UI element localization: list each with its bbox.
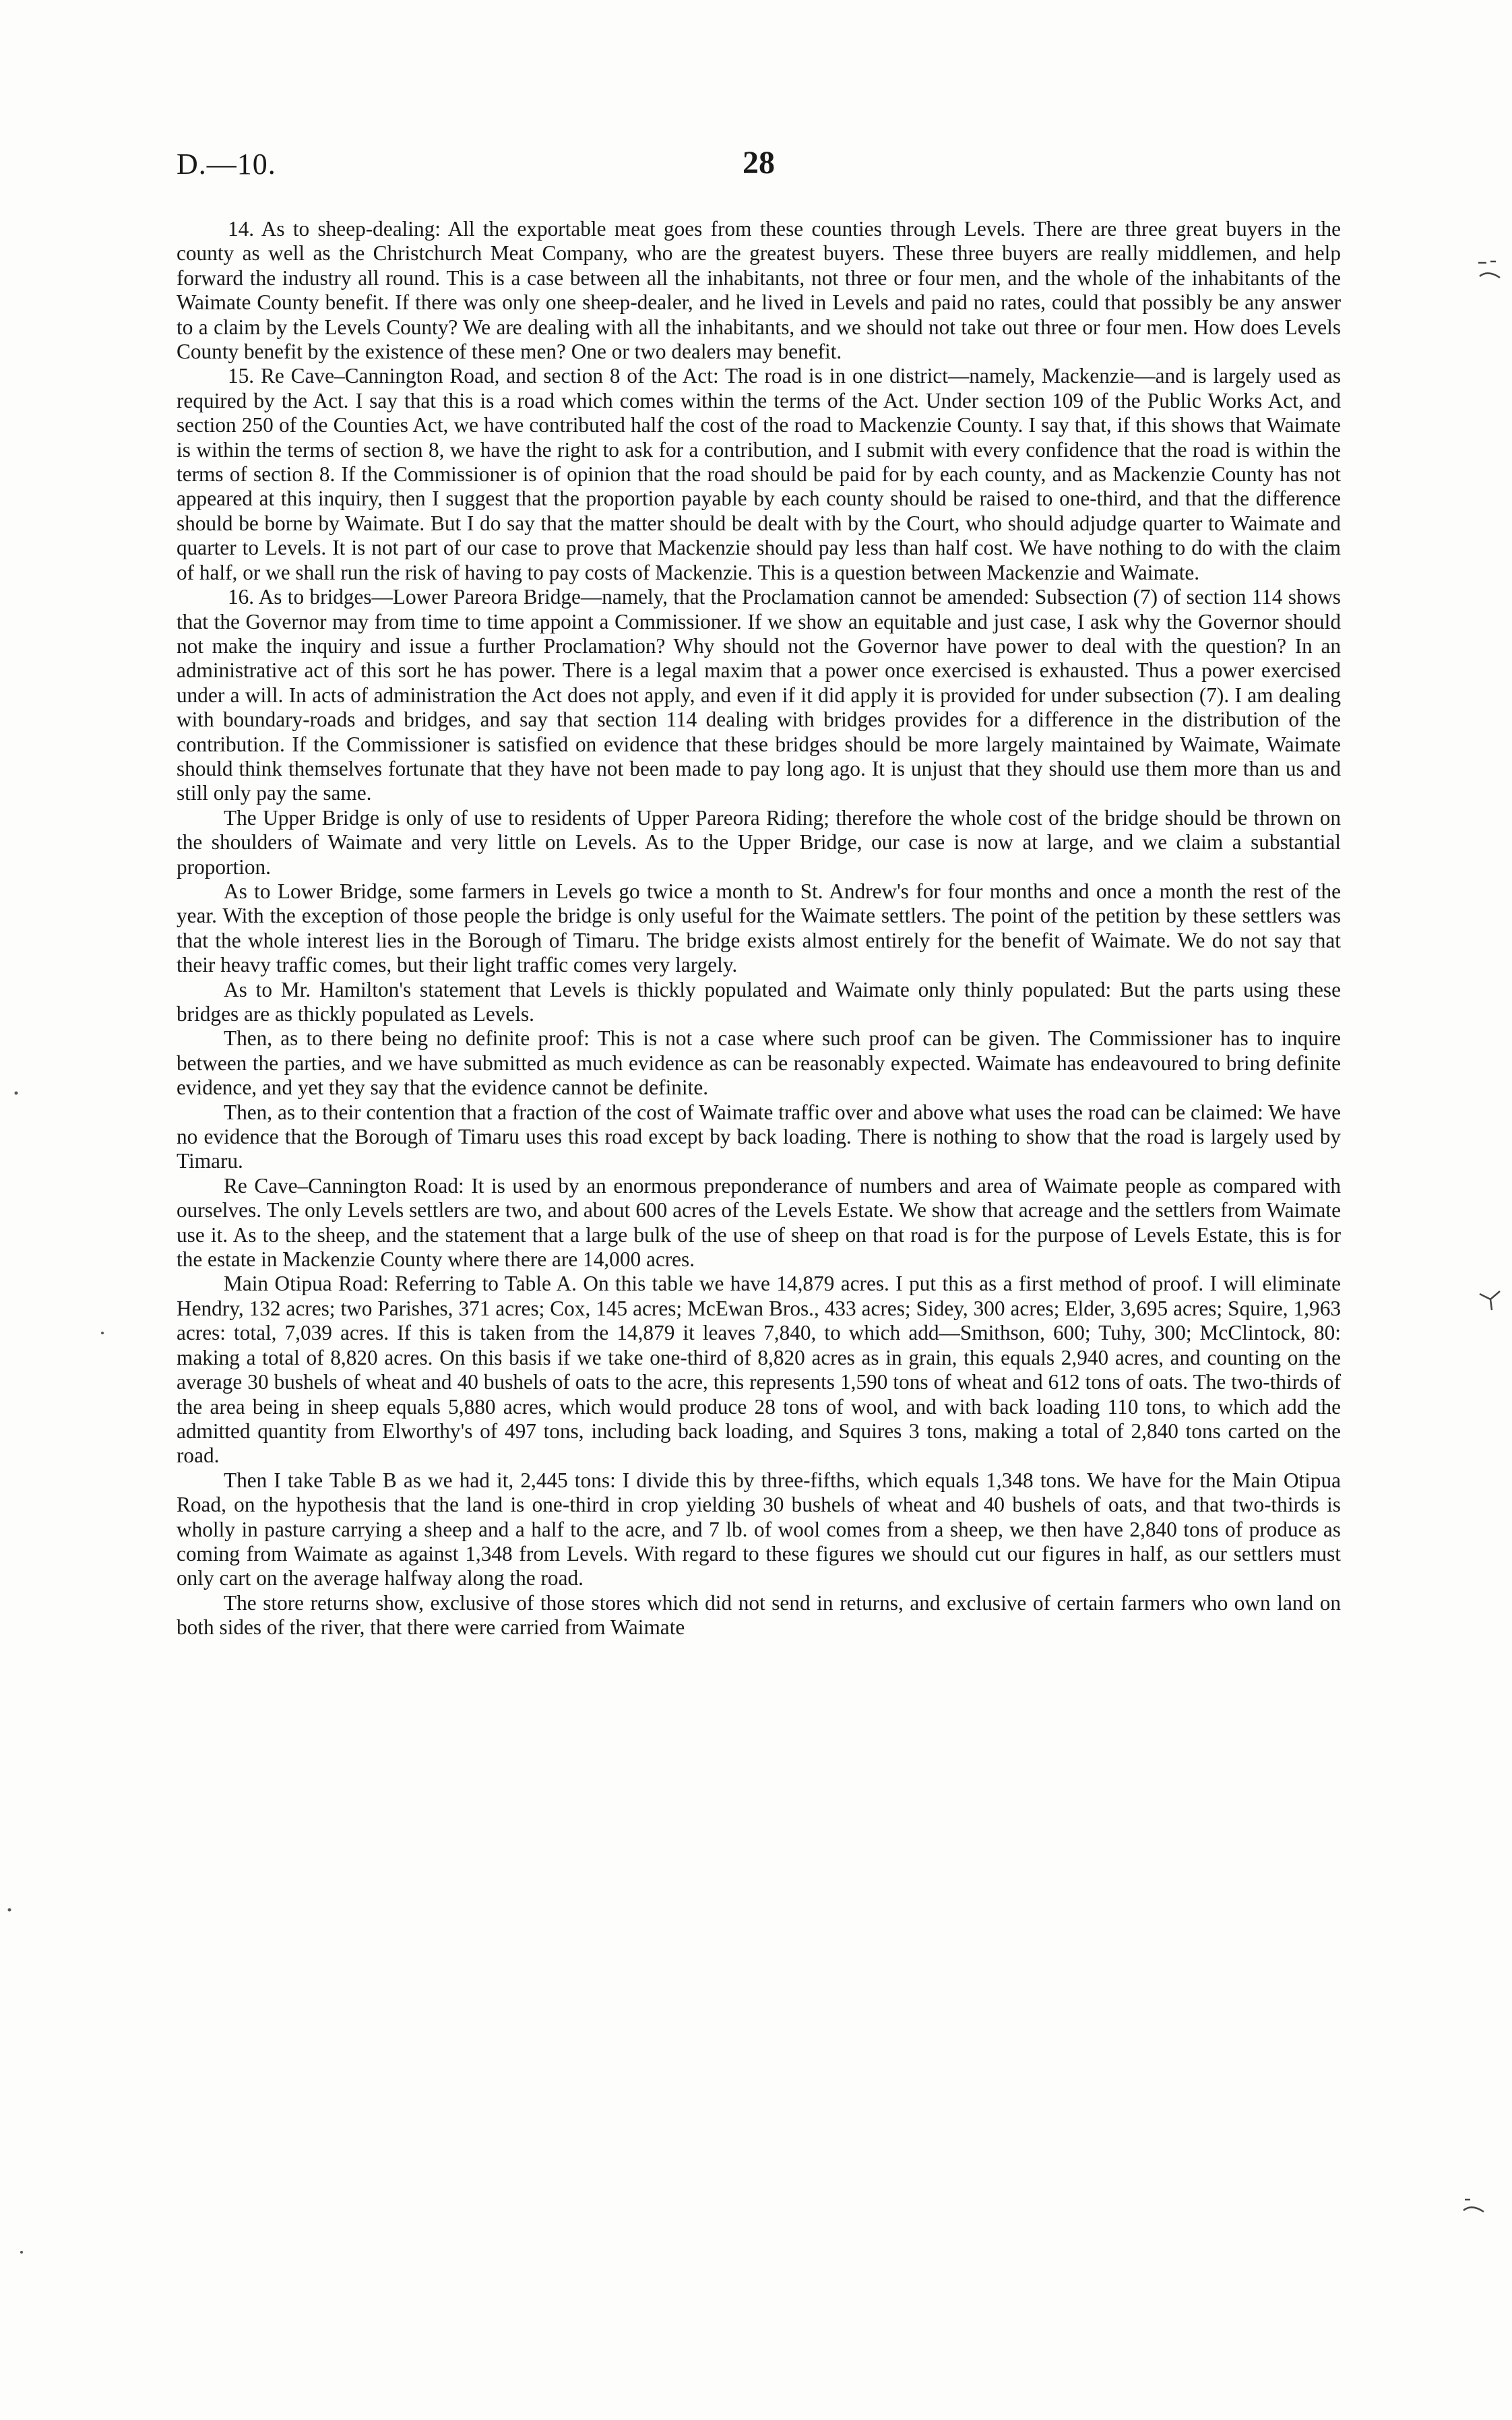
page-header [177, 147, 1335, 194]
margin-speck-3 [7, 1907, 12, 1913]
paragraph-population: As to Mr. Hamilton's statement that Levels is thickly populated and Waimate only thinly populated: But the parts using these bridges are as thickly populated as Levels. [177, 977, 1341, 1026]
paragraph-traffic-fraction: Then, as to their contention that a fraction of the cost of Waimate traffic over and above what uses the road can be claimed: We have no evidence that the Borough of Timaru uses this road except by back loading. There is nothing to show that the road is largely used by Timaru. [177, 1100, 1341, 1173]
margin-speck-1 [13, 1090, 19, 1096]
paragraph-main-otipua-road: Main Otipua Road: Referring to Table A. On this table we have 14,879 acres. I put this as a first method of proof. I will eliminate Hendry, 132 acres; two Parishes, 371 acres; Cox, 145 acres; McEwan Bros., 433 acres; Sidey, 300 acres; Elder, 3,695 acres; Squire, 1,963 acres: total, 7,039 acres. If this is taken from the 14,879 it leaves 7,840, to which add—Smithson, 600; Tuhy, 300; McClintock, 80: making a total of 8,820 acres. On this basis if we take one-third of 8,820 acres as in grain, this equals 2,940 acres, and counting on the average 30 bushels of wheat and 40 bushels of oats to the acre, this represents 1,590 tons of wheat and 612 tons of oats. The two-thirds of the area being in sheep equals 5,880 acres, which would produce 28 tons of wool, and with back loading 110 tons, to which add the admitted quantity from Elworthy's of 497 tons, including back loading, and Squires 3 tons, making a total of 2,840 tons carted on the road. [177, 1272, 1341, 1468]
document-reference: D.—10. [177, 148, 276, 181]
paragraph-14-sheep-dealing: 14. As to sheep-dealing: All the exportable meat goes from these counties through Levels. There are three great buyers in the county as well as the Christchurch Meat Company, who are the greatest buyers. These three buyers are really middlemen, and help forward the industry all round. This is a case between all the inhabitants, not three or four men, and the whole of the inhabitants of the Waimate County benefit. If there was only one sheep-dealer, and he lived in Levels and paid no rates, could that possibly be any answer to a claim by the Levels County? We are dealing with all the inhabitants, and we should not take out three or four men. How does Levels County benefit by the existence of these men? One or two dealers may benefit. [177, 217, 1341, 364]
paragraph-store-returns: The store returns show, exclusive of those stores which did not send in returns, and exclusive of certain farmers who own land on both sides of the river, that there were carried from Waimate [177, 1590, 1341, 1640]
margin-mark-bottom [1461, 2193, 1488, 2217]
margin-speck-2 [100, 1330, 105, 1336]
paragraph-re-cave-cannington: Re Cave–Cannington Road: It is used by an enormous preponderance of numbers and area of Waimate people as compared with ourselves. The only Levels settlers are two, and about 600 acres of the Levels Estate. We show that acreage and the settlers from Waimate use it. As to the sheep, and the statement that a large bulk of the use of sheep on that road is for the purpose of Levels Estate, this is for the estate in Mackenzie County where there are 14,000 acres. [177, 1173, 1341, 1272]
paragraph-definite-proof: Then, as to there being no definite proof: This is not a case where such proof can be given. The Commissioner has to inquire between the parties, and we have submitted as much evidence as can be reasonably expected. Waimate has endeavoured to bring definite evidence, and yet they say that the evidence cannot be definite. [177, 1026, 1341, 1100]
paragraph-15-cave-cannington-road: 15. Re Cave–Cannington Road, and section 8 of the Act: The road is in one district—namely, Mackenzie—and is largely used as required by the Act. I say that this is a road which comes within the terms of the Act. Under section 109 of the Public Works Act, and section 250 of the Counties Act, we have contributed half the cost of the road to Mackenzie County. I say that, if this shows that Waimate is within the terms of section 8, we have the right to ask for a contribution, and I submit with every confidence that the road is within the terms of section 8. If the Commissioner is of opinion that the road should be paid for by each county, and as Mackenzie County has not appeared at this inquiry, then I suggest that the proportion payable by each county should be raised to one-third, and that the difference should be borne by Waimate. But I do say that the matter should be dealt with by the Court, who should adjudge quarter to Waimate and quarter to Levels. It is not part of our case to prove that Mackenzie should pay less than half cost. We have nothing to do with the claim of half, or we shall run the risk of having to pay costs of Mackenzie. This is a question between Mackenzie and Waimate. [177, 364, 1341, 584]
margin-mark-middle [1477, 1287, 1504, 1314]
paragraph-lower-bridge: As to Lower Bridge, some farmers in Levels go twice a month to St. Andrew's for four months and once a month the rest of the year. With the exception of those people the bridge is only useful for the Waimate settlers. The point of the petition by these settlers was that the whole interest lies in the Borough of Timaru. The bridge exists almost entirely for the benefit of Waimate. We do not say that their heavy traffic comes, but their light traffic comes very largely. [177, 879, 1341, 977]
page-number: 28 [743, 145, 775, 181]
body-text [177, 217, 1341, 1640]
paragraph-table-b: Then I take Table B as we had it, 2,445 tons: I divide this by three-fifths, which equals 1,348 tons. We have for the Main Otipua Road, on the hypothesis that the land is one-third in crop yielding 30 bushels of wheat and 40 bushels of oats, and that two-thirds is wholly in pasture carrying a sheep and a half to the acre, and 7 lb. of wool comes from a sheep, we then have 2,840 tons of produce as coming from Waimate as against 1,348 from Levels. With regard to these figures we should cut our figures in half, as our settlers must only cart on the average halfway along the road. [177, 1468, 1341, 1590]
margin-mark-top [1476, 251, 1505, 284]
paragraph-16-bridges: 16. As to bridges—Lower Pareora Bridge—namely, that the Proclamation cannot be amended: Subsection (7) of section 114 shows that the Governor may from time to time appoint a Commissioner. If we show an equitable and just case, I ask why the Governor should not make the inquiry and issue a further Proclamation? Why should not the Governor have power to deal with the question? In an administrative act of this sort he has power. There is a legal maxim that a power once exercised is exhausted. Thus a power exercised under a will. In acts of administration the Act does not apply, and even if it did apply it is provided for under subsection (7). I am dealing with boundary-roads and bridges, and say that section 114 dealing with bridges provides for a difference in the distribution of the contribution. If the Commissioner is satisfied on evidence that these bridges should be more largely maintained by Waimate, Waimate should think themselves fortunate that they have not been made to pay long ago. It is unjust that they should use them more than us and still only pay the same. [177, 585, 1341, 805]
paragraph-upper-bridge: The Upper Bridge is only of use to residents of Upper Pareora Riding; therefore the whole cost of the bridge should be thrown on the shoulders of Waimate and very little on Levels. As to the Upper Bridge, our case is now at large, and we claim a substantial proportion. [177, 805, 1341, 879]
margin-speck-4 [19, 2250, 24, 2255]
